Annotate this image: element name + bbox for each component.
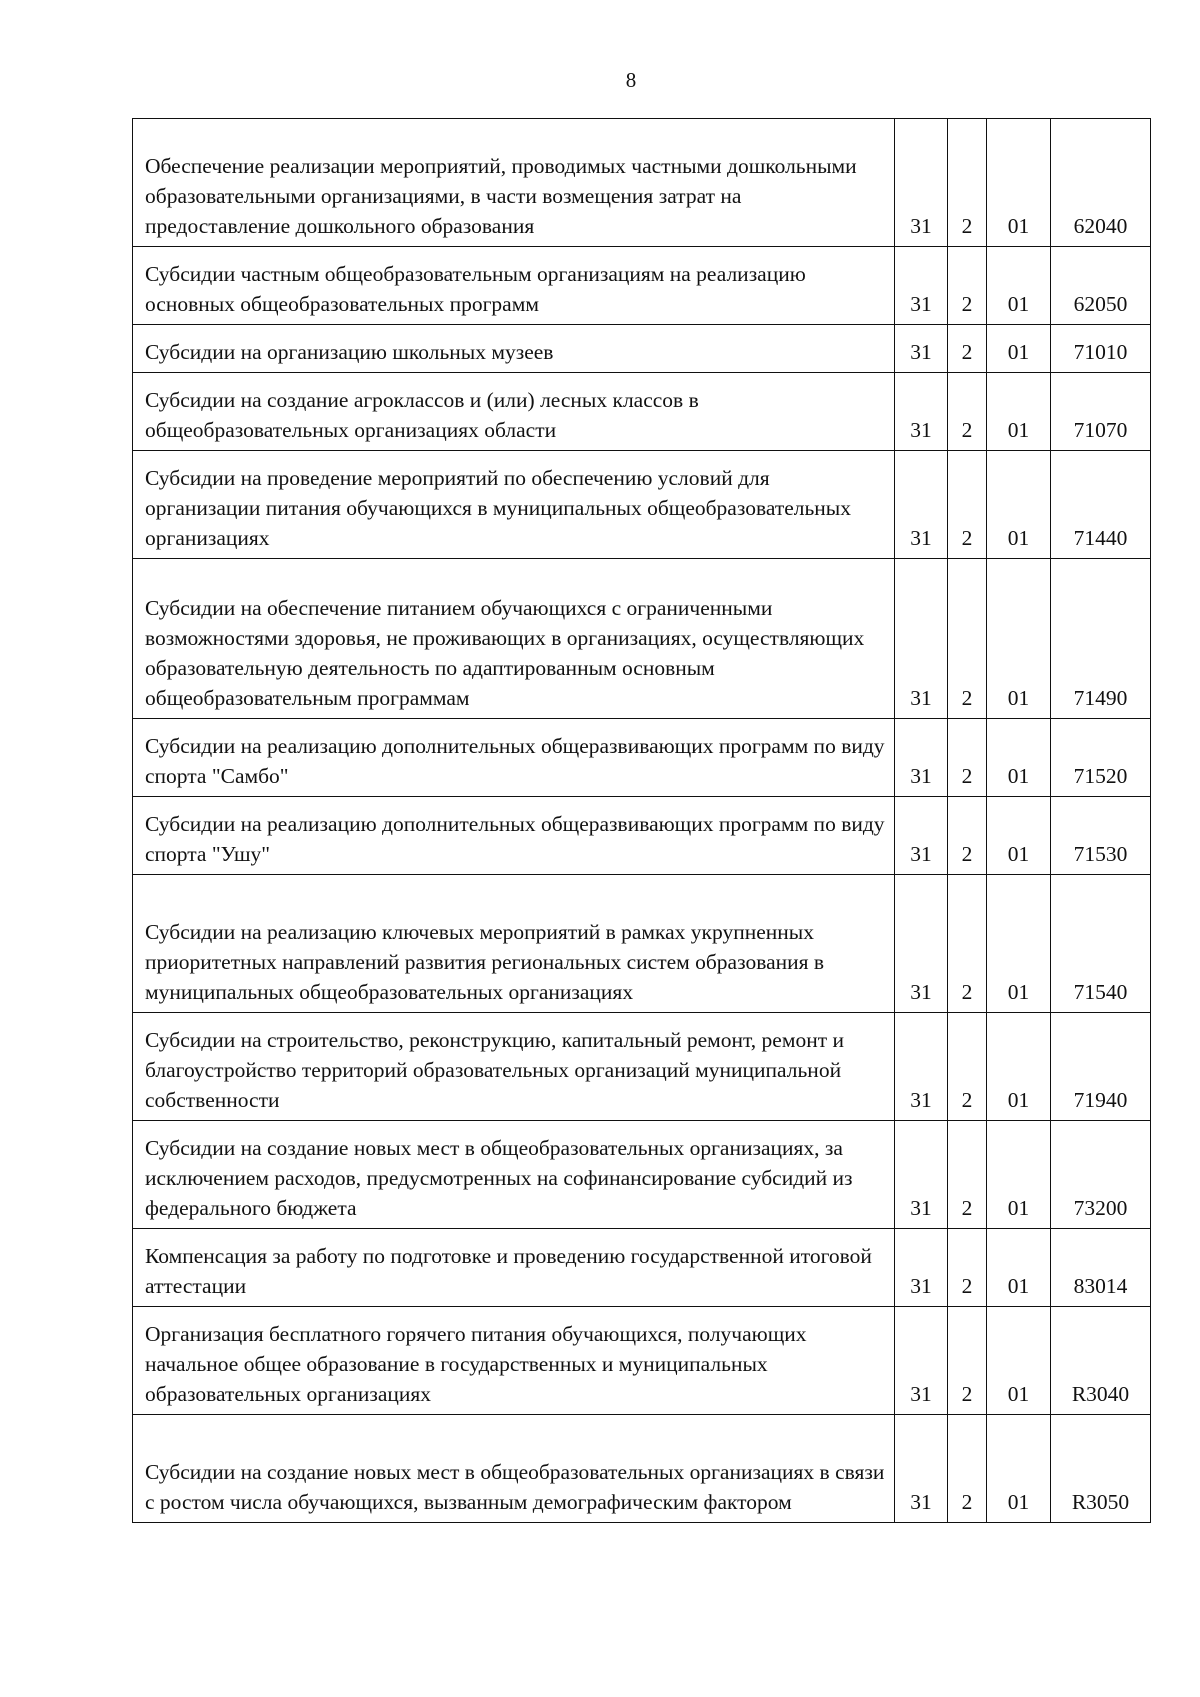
subprogram-code: 2 — [948, 797, 987, 875]
direction-code: 62050 — [1051, 247, 1151, 325]
main-event-code: 01 — [987, 1415, 1051, 1523]
table-row — [133, 875, 1151, 1013]
row-description: Обеспечение реализации мероприятий, проводимых частными дошкольными образовательными организациями, в части возмещения затрат на предоставление дошкольного образования — [133, 119, 895, 247]
program-code: 31 — [895, 451, 948, 559]
subprogram-code: 2 — [948, 719, 987, 797]
main-event-code: 01 — [987, 1229, 1051, 1307]
table-row — [133, 1229, 1151, 1307]
subprogram-code: 2 — [948, 247, 987, 325]
program-code: 31 — [895, 373, 948, 451]
main-event-code: 01 — [987, 797, 1051, 875]
direction-code: 73200 — [1051, 1121, 1151, 1229]
program-code: 31 — [895, 1307, 948, 1415]
table-row — [133, 451, 1151, 559]
direction-code: 71520 — [1051, 719, 1151, 797]
direction-code: R3050 — [1051, 1415, 1151, 1523]
main-event-code: 01 — [987, 719, 1051, 797]
program-code: 31 — [895, 325, 948, 373]
program-code: 31 — [895, 797, 948, 875]
subprogram-code: 2 — [948, 373, 987, 451]
row-description: Субсидии на реализацию дополнительных общеразвивающих программ по виду спорта "Ушу" — [133, 797, 895, 875]
subprogram-code: 2 — [948, 1013, 987, 1121]
table-row — [133, 1013, 1151, 1121]
program-code: 31 — [895, 119, 948, 247]
direction-code: 71530 — [1051, 797, 1151, 875]
subprogram-code: 2 — [948, 1121, 987, 1229]
program-code: 31 — [895, 1121, 948, 1229]
table-row — [133, 719, 1151, 797]
main-event-code: 01 — [987, 247, 1051, 325]
row-description: Субсидии на организацию школьных музеев — [133, 325, 895, 373]
direction-code: 71490 — [1051, 559, 1151, 719]
direction-code: 71440 — [1051, 451, 1151, 559]
main-event-code: 01 — [987, 1121, 1051, 1229]
table-row — [133, 247, 1151, 325]
main-event-code: 01 — [987, 373, 1051, 451]
row-description: Субсидии на реализацию дополнительных общеразвивающих программ по виду спорта "Самбо" — [133, 719, 895, 797]
table-row — [133, 119, 1151, 247]
subprogram-code: 2 — [948, 875, 987, 1013]
direction-code: 71540 — [1051, 875, 1151, 1013]
main-event-code: 01 — [987, 1307, 1051, 1415]
program-code: 31 — [895, 875, 948, 1013]
page-number: 8 — [625, 68, 637, 92]
row-description: Субсидии на создание новых мест в общеобразовательных организациях, за исключением расходов, предусмотренных на софинансирование субсидий из федерального бюджета — [133, 1121, 895, 1229]
program-code: 31 — [895, 559, 948, 719]
row-description: Субсидии на строительство, реконструкцию, капитальный ремонт, ремонт и благоустройство территорий образовательных организаций муниципальной собственности — [133, 1013, 895, 1121]
main-event-code: 01 — [987, 559, 1051, 719]
subprogram-code: 2 — [948, 559, 987, 719]
table-row — [133, 1307, 1151, 1415]
direction-code: R3040 — [1051, 1307, 1151, 1415]
program-code: 31 — [895, 1229, 948, 1307]
budget-classification-table — [132, 118, 1151, 1523]
direction-code: 62040 — [1051, 119, 1151, 247]
program-code: 31 — [895, 1013, 948, 1121]
subprogram-code: 2 — [948, 1307, 987, 1415]
subprogram-code: 2 — [948, 1229, 987, 1307]
program-code: 31 — [895, 719, 948, 797]
main-event-code: 01 — [987, 325, 1051, 373]
row-description: Субсидии на реализацию ключевых мероприятий в рамках укрупненных приоритетных направлений развития региональных систем образования в муниципальных общеобразовательных организациях — [133, 875, 895, 1013]
direction-code: 71010 — [1051, 325, 1151, 373]
table-row — [133, 559, 1151, 719]
direction-code: 71940 — [1051, 1013, 1151, 1121]
row-description: Субсидии на создание новых мест в общеобразовательных организациях в связи с ростом числа обучающихся, вызванным демографическим фактором — [133, 1415, 895, 1523]
table-row — [133, 1121, 1151, 1229]
table-row — [133, 797, 1151, 875]
row-description: Субсидии на обеспечение питанием обучающихся с ограниченными возможностями здоровья, не проживающих в организациях, осуществляющих образовательную деятельность по адаптированным основным общеобразовательным программам — [133, 559, 895, 719]
row-description: Субсидии частным общеобразовательным организациям на реализацию основных общеобразовательных программ — [133, 247, 895, 325]
main-event-code: 01 — [987, 451, 1051, 559]
subprogram-code: 2 — [948, 119, 987, 247]
program-code: 31 — [895, 247, 948, 325]
row-description: Организация бесплатного горячего питания обучающихся, получающих начальное общее образование в государственных и муниципальных образовательных организациях — [133, 1307, 895, 1415]
direction-code: 71070 — [1051, 373, 1151, 451]
main-event-code: 01 — [987, 875, 1051, 1013]
direction-code: 83014 — [1051, 1229, 1151, 1307]
program-code: 31 — [895, 1415, 948, 1523]
main-event-code: 01 — [987, 1013, 1051, 1121]
row-description: Компенсация за работу по подготовке и проведению государственной итоговой аттестации — [133, 1229, 895, 1307]
table-row — [133, 325, 1151, 373]
table-row — [133, 1415, 1151, 1523]
table-row — [133, 373, 1151, 451]
subprogram-code: 2 — [948, 325, 987, 373]
main-event-code: 01 — [987, 119, 1051, 247]
row-description: Субсидии на проведение мероприятий по обеспечению условий для организации питания обучающихся в муниципальных общеобразовательных организациях — [133, 451, 895, 559]
subprogram-code: 2 — [948, 451, 987, 559]
subprogram-code: 2 — [948, 1415, 987, 1523]
row-description: Субсидии на создание агроклассов и (или) лесных классов в общеобразовательных организациях области — [133, 373, 895, 451]
